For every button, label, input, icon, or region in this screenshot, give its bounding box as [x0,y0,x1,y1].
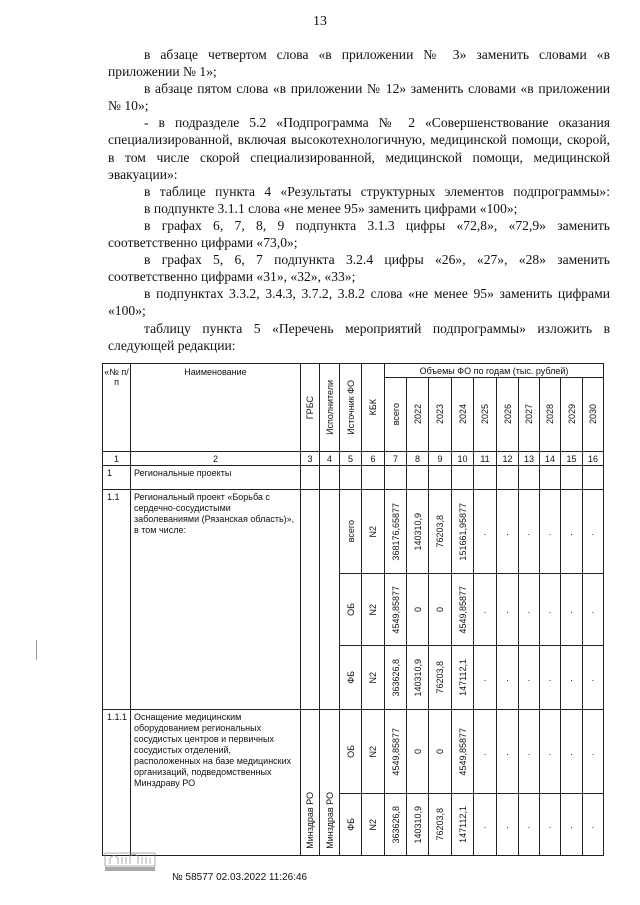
header-kbk: КБК [362,364,385,452]
empty-value-cell: . [497,710,519,794]
header-year: 2025 [474,378,497,452]
amendment-text [108,46,610,354]
activities-table [102,363,604,856]
row-name: Региональный проект «Борьба с сердечно-сосудистыми заболеваниями (Рязанская область)», в том числе: [131,490,301,710]
value-cell: 140310,9 [407,794,429,856]
empty-value-cell: . [583,646,604,710]
header-volumes: Объемы ФО по годам (тыс. рублей) [385,364,604,378]
column-number: 5 [340,452,362,466]
empty-value-cell: . [561,490,583,574]
value-cell: 363626,8 [385,794,407,856]
column-number: 14 [540,452,561,466]
empty-value-cell: . [540,646,561,710]
empty-value-cell: . [497,574,519,646]
source-cell: ОБ [340,710,362,794]
column-number: 7 [385,452,407,466]
column-number: 11 [474,452,497,466]
empty-value-cell: . [519,646,540,710]
source-cell: ФБ [340,646,362,710]
value-cell: 4549,85877 [385,710,407,794]
row-num: 1.1.1 [103,710,131,856]
value-cell: 0 [429,574,452,646]
paragraph: в подпунктах 3.3.2, 3.4.3, 3.7.2, 3.8.2 слова «не менее 95» заменить цифрами «100»; [108,286,610,319]
column-number: 10 [452,452,474,466]
paragraph: в подпункте 3.1.1 слова «не менее 95» заменить цифрами «100»; [144,200,518,216]
row-name: Оснащение медицинским оборудованием региональных сосудистых центров и первичных сосудистых отделений, расположенных на базе медицинских организаций, подведомственных Минздраву РО [131,710,301,856]
kbk-cell: N2 [362,646,385,710]
value-cell: 76203,8 [429,794,452,856]
source-cell: ФБ [340,794,362,856]
paragraph: в графах 6, 7, 8, 9 подпункта 3.1.3 цифры «72,8», «72,9» заменить соответственно цифрами «73,0»; [108,217,610,251]
kbk-cell: N2 [362,710,385,794]
value-cell: 140310,9 [407,646,429,710]
kbk-cell: N2 [362,794,385,856]
paragraph: в абзаце пятом слова «в приложении № 12» заменить словами «в приложении № 10»; [108,81,610,114]
header-year: 2022 [407,378,429,452]
paragraph: в графах 5, 6, 7 подпункта 3.2.4 цифры «26», «27», «28» заменить соответственно цифрами «31», «32», «33»; [108,252,610,285]
paragraph: в абзаце четвертом слова «в приложении № 3» заменить словами «в приложении № 1»; [108,47,610,80]
column-number: 4 [320,452,340,466]
empty-value-cell: . [583,574,604,646]
empty-value-cell: . [519,710,540,794]
column-number: 16 [583,452,604,466]
column-number: 9 [429,452,452,466]
value-cell: 0 [429,710,452,794]
empty-value-cell: . [540,794,561,856]
row-name: Региональные проекты [131,466,301,490]
header-year: 2028 [540,378,561,452]
row-num: 1.1 [103,490,131,710]
table-row [103,466,604,490]
paragraph: в таблице пункта 4 «Результаты структурных элементов подпрограммы»: [144,183,610,199]
empty-value-cell: . [583,710,604,794]
header-source: Источник ФО [340,364,362,452]
source-cell: ОБ [340,574,362,646]
grbs-cell: Минздрав РО [301,710,320,856]
header-name: Наименование [131,364,301,452]
value-cell: 0 [407,574,429,646]
registration-stamp: № 58577 02.03.2022 11:26:46 [172,872,308,883]
value-cell: 147112,1 [452,646,474,710]
empty-value-cell: . [583,490,604,574]
paragraph: таблицу пункта 5 «Перечень мероприятий подпрограммы» изложить в следующей редакции: [108,320,610,353]
value-cell: 4549,85877 [452,574,474,646]
value-cell: 140310,9 [407,490,429,574]
empty-value-cell: . [519,574,540,646]
value-cell: 4549,85877 [452,710,474,794]
column-number: 15 [561,452,583,466]
value-cell: 151661,95877 [452,490,474,574]
header-year: 2024 [452,378,474,452]
header-year-total: всего [385,378,407,452]
header-executors: Исполнители [320,364,340,452]
value-cell: 76203,8 [429,490,452,574]
logo-icon [104,852,156,872]
value-cell: 368176,65877 [385,490,407,574]
table-row [103,490,604,574]
empty-value-cell: . [474,794,497,856]
empty-value-cell: . [497,646,519,710]
value-cell: 76203,8 [429,646,452,710]
header-grbs: ГРБС [301,364,320,452]
empty-value-cell: . [474,490,497,574]
column-number: 13 [519,452,540,466]
empty-value-cell: . [540,490,561,574]
column-number: 8 [407,452,429,466]
column-number: 1 [103,452,131,466]
value-cell: 4549,85877 [385,574,407,646]
empty-value-cell: . [583,794,604,856]
registry-logo [104,852,156,872]
kbk-cell: N2 [362,574,385,646]
empty-value-cell: . [561,710,583,794]
column-numbers-row [103,452,604,466]
empty-value-cell: . [561,574,583,646]
empty-value-cell: . [519,794,540,856]
row-num: 1 [103,466,131,490]
paragraph: - в подразделе 5.2 «Подпрограмма № 2 «Совершенствование оказания специализированной, включая высокотехнологичную, медицинской помощи, скорой, в том числе скорой специализированной, медицинской помощи, медицинской эвакуации»: [108,115,610,182]
column-number: 6 [362,452,385,466]
value-cell: 363626,8 [385,646,407,710]
header-year: 2027 [519,378,540,452]
header-year: 2023 [429,378,452,452]
kbk-cell: N2 [362,490,385,574]
value-cell: 0 [407,710,429,794]
header-year: 2026 [497,378,519,452]
empty-value-cell: . [497,794,519,856]
empty-value-cell: . [519,490,540,574]
page-number: 13 [313,14,327,29]
empty-value-cell: . [540,574,561,646]
header-year: 2029 [561,378,583,452]
source-cell: всего [340,490,362,574]
header-num: «№ п/п [103,364,131,452]
empty-value-cell: . [474,574,497,646]
empty-value-cell: . [497,490,519,574]
margin-mark [36,640,37,660]
column-number: 2 [131,452,301,466]
empty-value-cell: . [561,794,583,856]
header-year: 2030 [583,378,604,452]
empty-value-cell: . [474,646,497,710]
column-number: 12 [497,452,519,466]
table-row [103,710,604,794]
empty-value-cell: . [540,710,561,794]
column-number: 3 [301,452,320,466]
empty-value-cell: . [561,646,583,710]
empty-value-cell: . [474,710,497,794]
value-cell: 147112,1 [452,794,474,856]
executor-cell: Минздрав РО [320,710,340,856]
